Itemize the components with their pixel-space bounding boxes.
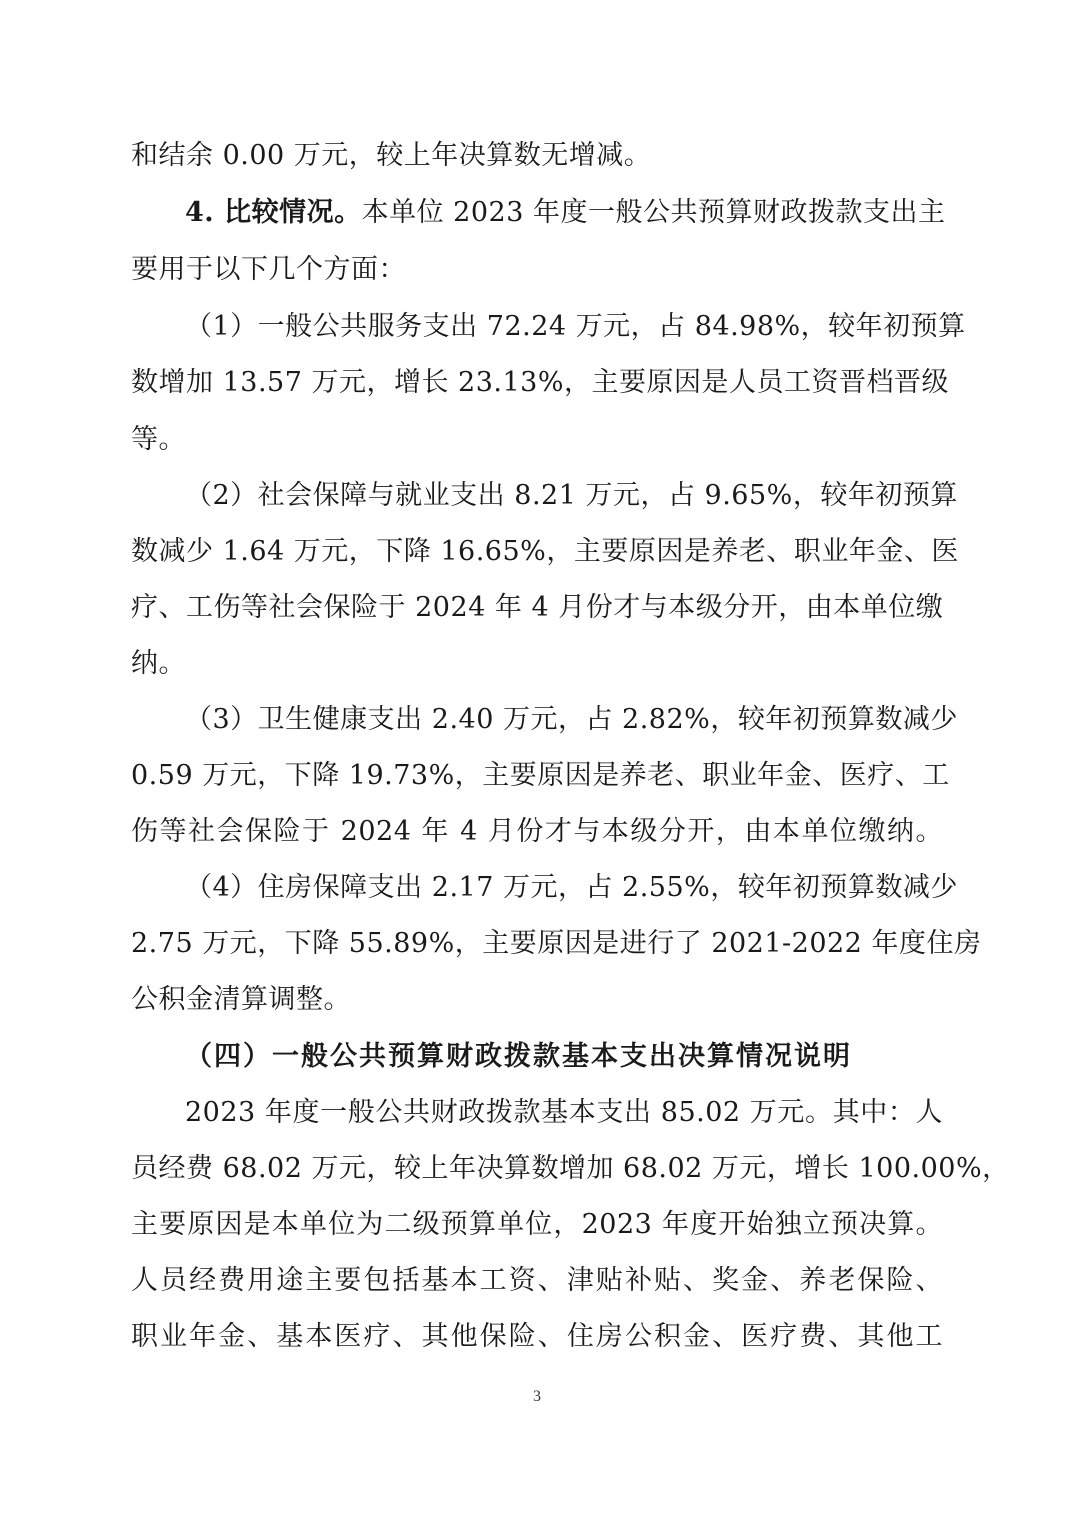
text-line: 主要原因是本单位为二级预算单位，2023 年度开始独立预决算。 (131, 1209, 943, 1240)
text-line: （4）住房保障支出 2.17 万元，占 2.55%，较年初预算数减少 (185, 872, 958, 903)
text-line: 人员经费用途主要包括基本工资、津贴补贴、奖金、养老保险、 (131, 1265, 943, 1296)
comparison-text: 本单位 2023 年度一般公共预算财政拨款支出主 (361, 197, 946, 228)
text-line: （2）社会保障与就业支出 8.21 万元，占 9.65%，较年初预算 (185, 480, 958, 511)
text-line: 等。 (131, 424, 186, 455)
text-line: 伤等社会保险于 2024 年 4 月份才与本级分开，由本单位缴纳。 (131, 816, 943, 847)
text-line: 2023 年度一般公共财政拨款基本支出 85.02 万元。其中：人 (185, 1097, 943, 1128)
text-line: 和结余 0.00 万元，较上年决算数无增减。 (131, 140, 652, 171)
text-line: 数增加 13.57 万元，增长 23.13%，主要原因是人员工资晋档晋级 (131, 367, 949, 398)
text-line: 纳。 (131, 648, 186, 679)
text-line: 数减少 1.64 万元，下降 16.65%，主要原因是养老、职业年金、医 (131, 536, 959, 567)
comparison-heading: 4. 比较情况。 (185, 197, 362, 228)
page-number: 3 (533, 1388, 541, 1405)
text-line: 0.59 万元，下降 19.73%，主要原因是养老、职业年金、医疗、工 (131, 760, 950, 791)
comparison-line (185, 197, 946, 229)
text-line: 职业年金、基本医疗、其他保险、住房公积金、医疗费、其他工 (131, 1321, 943, 1352)
text-line: 公积金清算调整。 (131, 984, 351, 1015)
text-line: （3）卫生健康支出 2.40 万元，占 2.82%，较年初预算数减少 (185, 704, 958, 735)
text-line: 员经费 68.02 万元，较上年决算数增加 68.02 万元，增长 100.00%， (131, 1153, 1010, 1184)
text-line: 疗、工伤等社会保险于 2024 年 4 月份才与本级分开，由本单位缴 (131, 592, 944, 623)
text-line: （1）一般公共服务支出 72.24 万元，占 84.98%，较年初预算 (185, 311, 966, 342)
section-heading: （四）一般公共预算财政拨款基本支出决算情况说明 (185, 1041, 852, 1072)
text-line: 要用于以下几个方面： (131, 254, 406, 285)
text-line: 2.75 万元，下降 55.89%，主要原因是进行了 2021-2022 年度住房 (131, 928, 982, 959)
